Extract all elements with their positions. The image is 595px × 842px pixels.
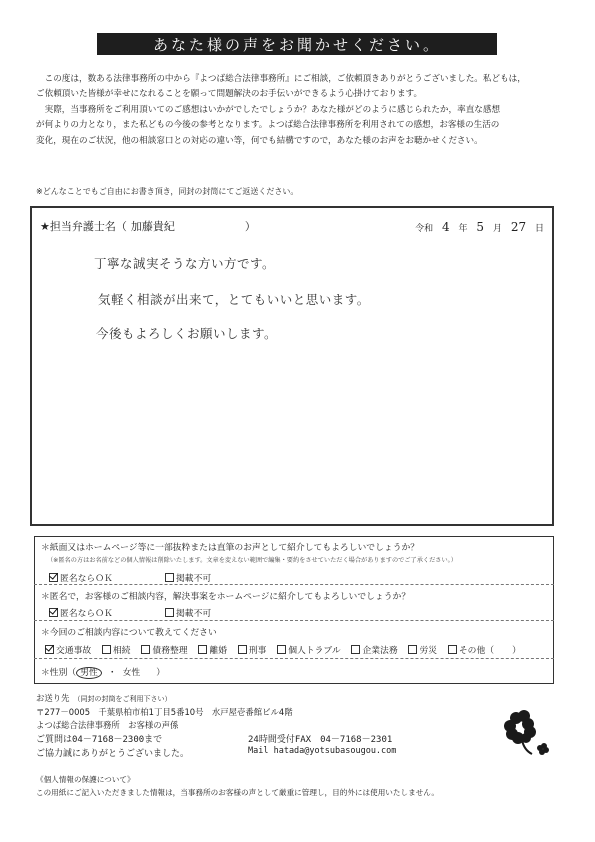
intro-paragraph — [36, 72, 564, 149]
option-label: その他（ — [458, 646, 495, 656]
checkbox[interactable] — [351, 645, 360, 654]
page-banner: あなた様の声をお聞かせください。 — [97, 33, 497, 55]
q3-options — [45, 643, 521, 656]
handwritten-comment: 今後もよろしくお願いします。 — [96, 326, 278, 341]
handwritten-comment: 丁寧な誠実そうな方い方です。 — [94, 256, 276, 271]
q1-option-label: 掲載不可 — [176, 574, 212, 584]
thanks-text: ご協力誠にありがとうございました。 — [36, 749, 190, 759]
option-divorce[interactable] — [198, 646, 227, 656]
send-to-note: （同封の封筒をご利用下さい） — [73, 695, 172, 703]
privacy-title: 《個人情報の保護について》 — [36, 775, 135, 784]
option-traffic-accident[interactable] — [45, 646, 91, 656]
divider — [34, 584, 554, 585]
lawyer-name: 加藤貴紀 — [130, 220, 175, 233]
gender-label: ＊性別（ — [41, 668, 77, 678]
questions-box — [34, 536, 554, 684]
clover-icon — [498, 704, 554, 760]
option-label: 刑事 — [248, 646, 267, 656]
checkbox-checked[interactable] — [49, 573, 58, 582]
date-day: 27 — [510, 220, 527, 234]
checkbox[interactable] — [165, 608, 174, 617]
gender-male-circled[interactable]: 男性 — [76, 667, 102, 679]
fax-number: 24時間受付FAX 04－7168－2301 — [248, 735, 393, 745]
option-criminal[interactable] — [238, 646, 267, 656]
q2-question: ＊匿名で，お客様のご相談内容，解決事案をホームページに紹介してもよろしいでしょうか？ — [41, 592, 411, 602]
q1-subnote: （※匿名の方はお名前などの個人情報は削除いたします。文章を変えない範囲で編集・要約をさせていただく場合がありますのでご了承ください。） — [47, 557, 457, 564]
gender-separator: ・ — [107, 668, 117, 678]
date-era: 令和 — [415, 224, 434, 234]
option-other[interactable] — [448, 646, 521, 656]
intro-line: が何よりの力となり，また私どもの今後の参考となります。よつば総合法律事務所を利用されての感想，お客様の生活の — [36, 120, 500, 131]
address: 〒277－0005 千葉県柏市柏1丁目5番10号 水戸屋壱番館ビル4階 — [36, 707, 293, 717]
q3-question: ＊今回のご相談内容について教えてください — [41, 628, 217, 638]
checkbox[interactable] — [198, 645, 207, 654]
checkbox[interactable] — [165, 573, 174, 582]
q1-option-label: 匿名ならＯＫ — [60, 574, 113, 584]
comment-box[interactable] — [30, 206, 554, 526]
lawyer-label: ★担当弁護士名（ — [40, 220, 127, 233]
q2-option-anonymous[interactable] — [49, 606, 113, 619]
option-label: 債務整理 — [152, 646, 188, 656]
checkbox[interactable] — [238, 645, 247, 654]
date-month-unit: 月 — [492, 224, 502, 234]
date-year-unit: 年 — [458, 224, 468, 234]
send-to — [36, 692, 172, 704]
instructions-note: ※どんなことでもご自由にお書き頂き，同封の封筒にてご返送ください。 — [36, 187, 299, 196]
q2-option-decline[interactable] — [165, 606, 211, 619]
office-name: よつば総合法律事務所 お客様の声係 — [36, 720, 179, 730]
divider — [34, 620, 554, 621]
checkbox[interactable] — [102, 645, 111, 654]
option-debt[interactable] — [141, 646, 187, 656]
intro-line: 実際，当事務所をご利用頂いてのご感想はいかがでしたでしょうか？あなた様がどのように感じられたか，率直な感想 — [44, 104, 501, 115]
option-label: 個人トラブル — [288, 646, 341, 656]
date-year: 4 — [442, 220, 450, 234]
checkbox[interactable] — [141, 645, 150, 654]
checkbox-checked[interactable] — [49, 608, 58, 617]
date-field — [415, 220, 544, 234]
privacy-text: この用紙にご記入いただきました情報は，当事務所のお客様の声として厳重に管理し，目的外には使用いたしません。 — [36, 788, 439, 797]
gender-female[interactable]: 女性 — [122, 668, 141, 678]
option-label: 企業法務 — [362, 646, 398, 656]
q1-option-anonymous[interactable] — [49, 571, 113, 584]
option-corporate[interactable] — [351, 646, 397, 656]
q4-gender — [41, 665, 165, 678]
q2-option-label: 掲載不可 — [176, 609, 212, 619]
gender-close: ） — [156, 668, 166, 678]
date-month: 5 — [476, 220, 485, 234]
checkbox[interactable] — [408, 645, 417, 654]
option-personal-trouble[interactable] — [277, 646, 340, 656]
intro-line: ご依頼頂いた皆様が幸せになれることを願って問題解決のお手伝いができるよう心掛けております。 — [36, 89, 423, 100]
inquiry-phone: ご質問は04－7168－2300まで — [36, 735, 163, 745]
option-label: 相続 — [113, 646, 131, 656]
option-inheritance[interactable] — [102, 646, 131, 656]
intro-line: この度は，数ある法律事務所の中から『よつば総合法律事務所』にご相談，ご依頼頂きありがとうございました。私どもは， — [44, 74, 526, 84]
checkbox[interactable] — [448, 645, 457, 654]
q2-option-label: 匿名ならＯＫ — [60, 609, 113, 619]
lawyer-field — [40, 218, 256, 234]
divider — [34, 658, 554, 659]
send-to-label: お送り先 — [36, 693, 70, 703]
option-close: ） — [512, 646, 521, 656]
lawyer-close: ） — [244, 220, 256, 233]
option-label: 交通事故 — [56, 646, 92, 656]
q1-question: ＊紙面又はホームページ等に一部抜粋または直筆のお声として紹介してもよろしいでしょうか？ — [41, 543, 420, 553]
handwritten-comment: 気軽く相談が出来て，とてもいいと思います。 — [98, 292, 370, 307]
intro-line: 変化，現在のご状況，他の相談窓口との対応の違い等，何でも結構ですので，あなた様のお声をお聴かせください。 — [36, 135, 483, 146]
option-label: 離婚 — [209, 646, 228, 656]
option-labor-accident[interactable] — [408, 646, 437, 656]
checkbox[interactable] — [277, 645, 286, 654]
checkbox-checked[interactable] — [45, 645, 54, 654]
q1-option-decline[interactable] — [165, 571, 211, 584]
option-label: 労災 — [419, 646, 438, 656]
date-day-unit: 日 — [534, 224, 544, 234]
mail-address[interactable]: Mail hatada@yotsubasougou.com — [248, 746, 397, 756]
